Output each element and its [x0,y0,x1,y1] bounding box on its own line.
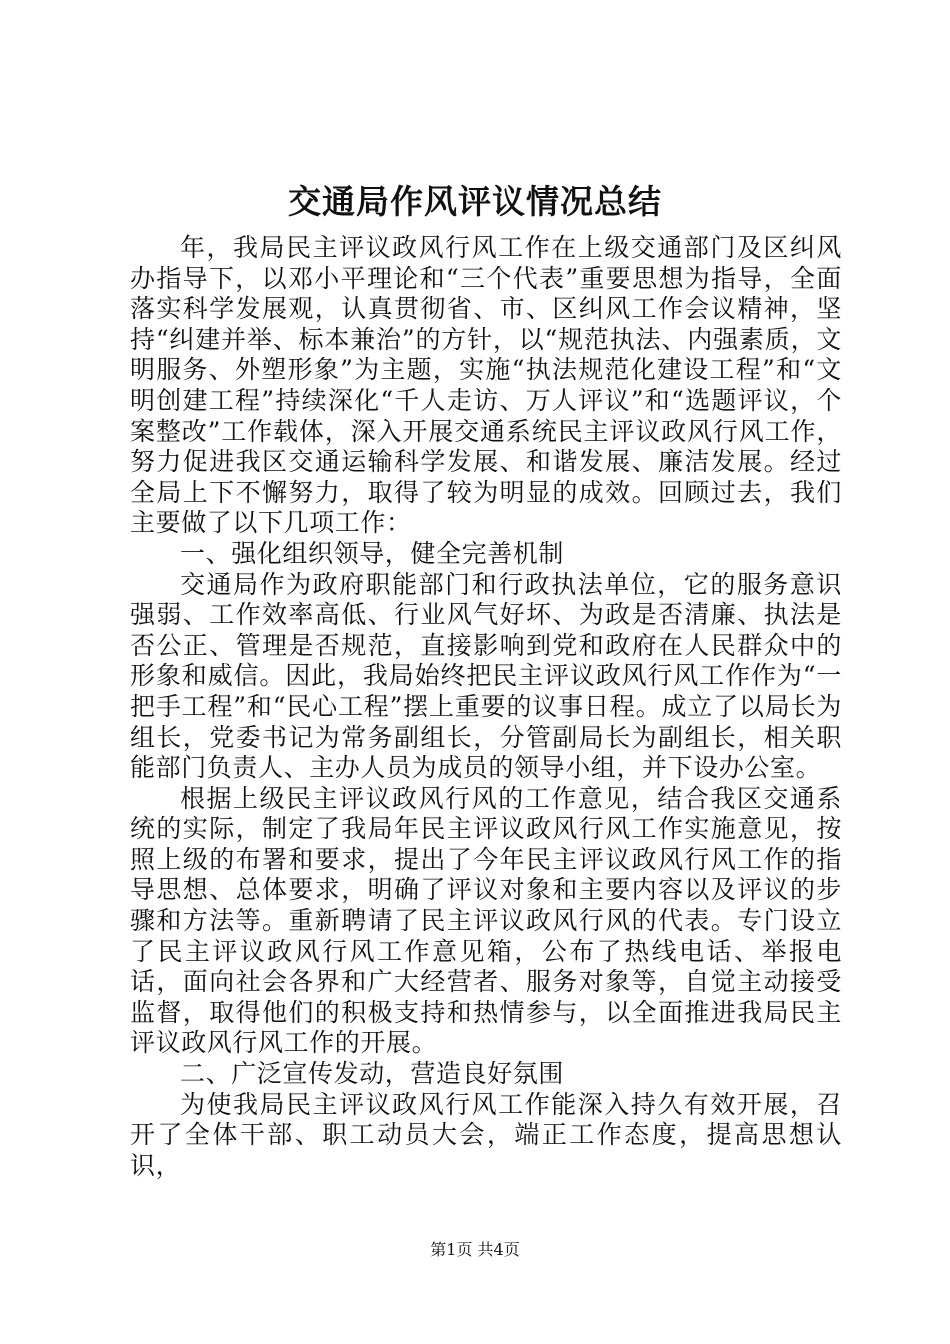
paragraph-intro: 年，我局民主评议政风行风工作在上级交通部门及区纠风办指导下，以邓小平理论和“三个代表”重要思想为指导，全面落实科学发展观，认真贯彻省、市、区纠风工作会议精神，坚持“纠建并举、标本兼治”的方针，以“规范执法、内强素质，文明服务、外塑形象”为主题，实施“执法规范化建设工程”和“文明创建工程”持续深化“千人走访、万人评议”和“选题评议，个案整改”工作载体，深入开展交通系统民主评议政风行风工作，努力促进我区交通运输科学发展、和谐发展、廉洁发展。经过全局上下不懈努力，取得了较为明显的成效。回顾过去，我们主要做了以下几项工作： [130,233,842,538]
paragraph-section-1-a: 交通局作为政府职能部门和行政执法单位，它的服务意识强弱、工作效率高低、行业风气好坏、为政是否清廉、执法是否公正、管理是否规范，直接影响到党和政府在人民群众中的形象和威信。因此，我局始终把民主评议政风行风工作作为“一把手工程”和“民心工程”摆上重要的议事日程。成立了以局长为组长，党委书记为常务副组长，分管副局长为副组长，相关职能部门负责人、主办人员为成员的领导小组，并下设办公室。 [130,569,842,783]
document-title: 交通局作风评议情况总结 [288,182,662,221]
page-footer: 第1页 共4页 [430,1240,520,1259]
document-body [130,233,842,1181]
paragraph-section-2-a: 为使我局民主评议政风行风工作能深入持久有效开展，召开了全体干部、职工动员大会，端正工作态度，提高思想认识， [130,1089,842,1180]
section-heading-1: 一、强化组织领导，健全完善机制 [180,538,565,568]
section-heading-2: 二、广泛宣传发动，营造良好氛围 [180,1059,565,1089]
paragraph-section-1-b: 根据上级民主评议政风行风的工作意见，结合我区交通系统的实际，制定了我局年民主评议政风行风工作实施意见，按照上级的布署和要求，提出了今年民主评议政风行风工作的指导思想、总体要求，明确了评议对象和主要内容以及评议的步骤和方法等。重新聘请了民主评议政风行风的代表。专门设立了民主评议政风行风工作意见箱，公布了热线电话、举报电话，面向社会各界和广大经营者、服务对象等，自觉主动接受监督，取得他们的积极支持和热情参与，以全面推进我局民主评议政风行风工作的开展。 [130,783,842,1058]
